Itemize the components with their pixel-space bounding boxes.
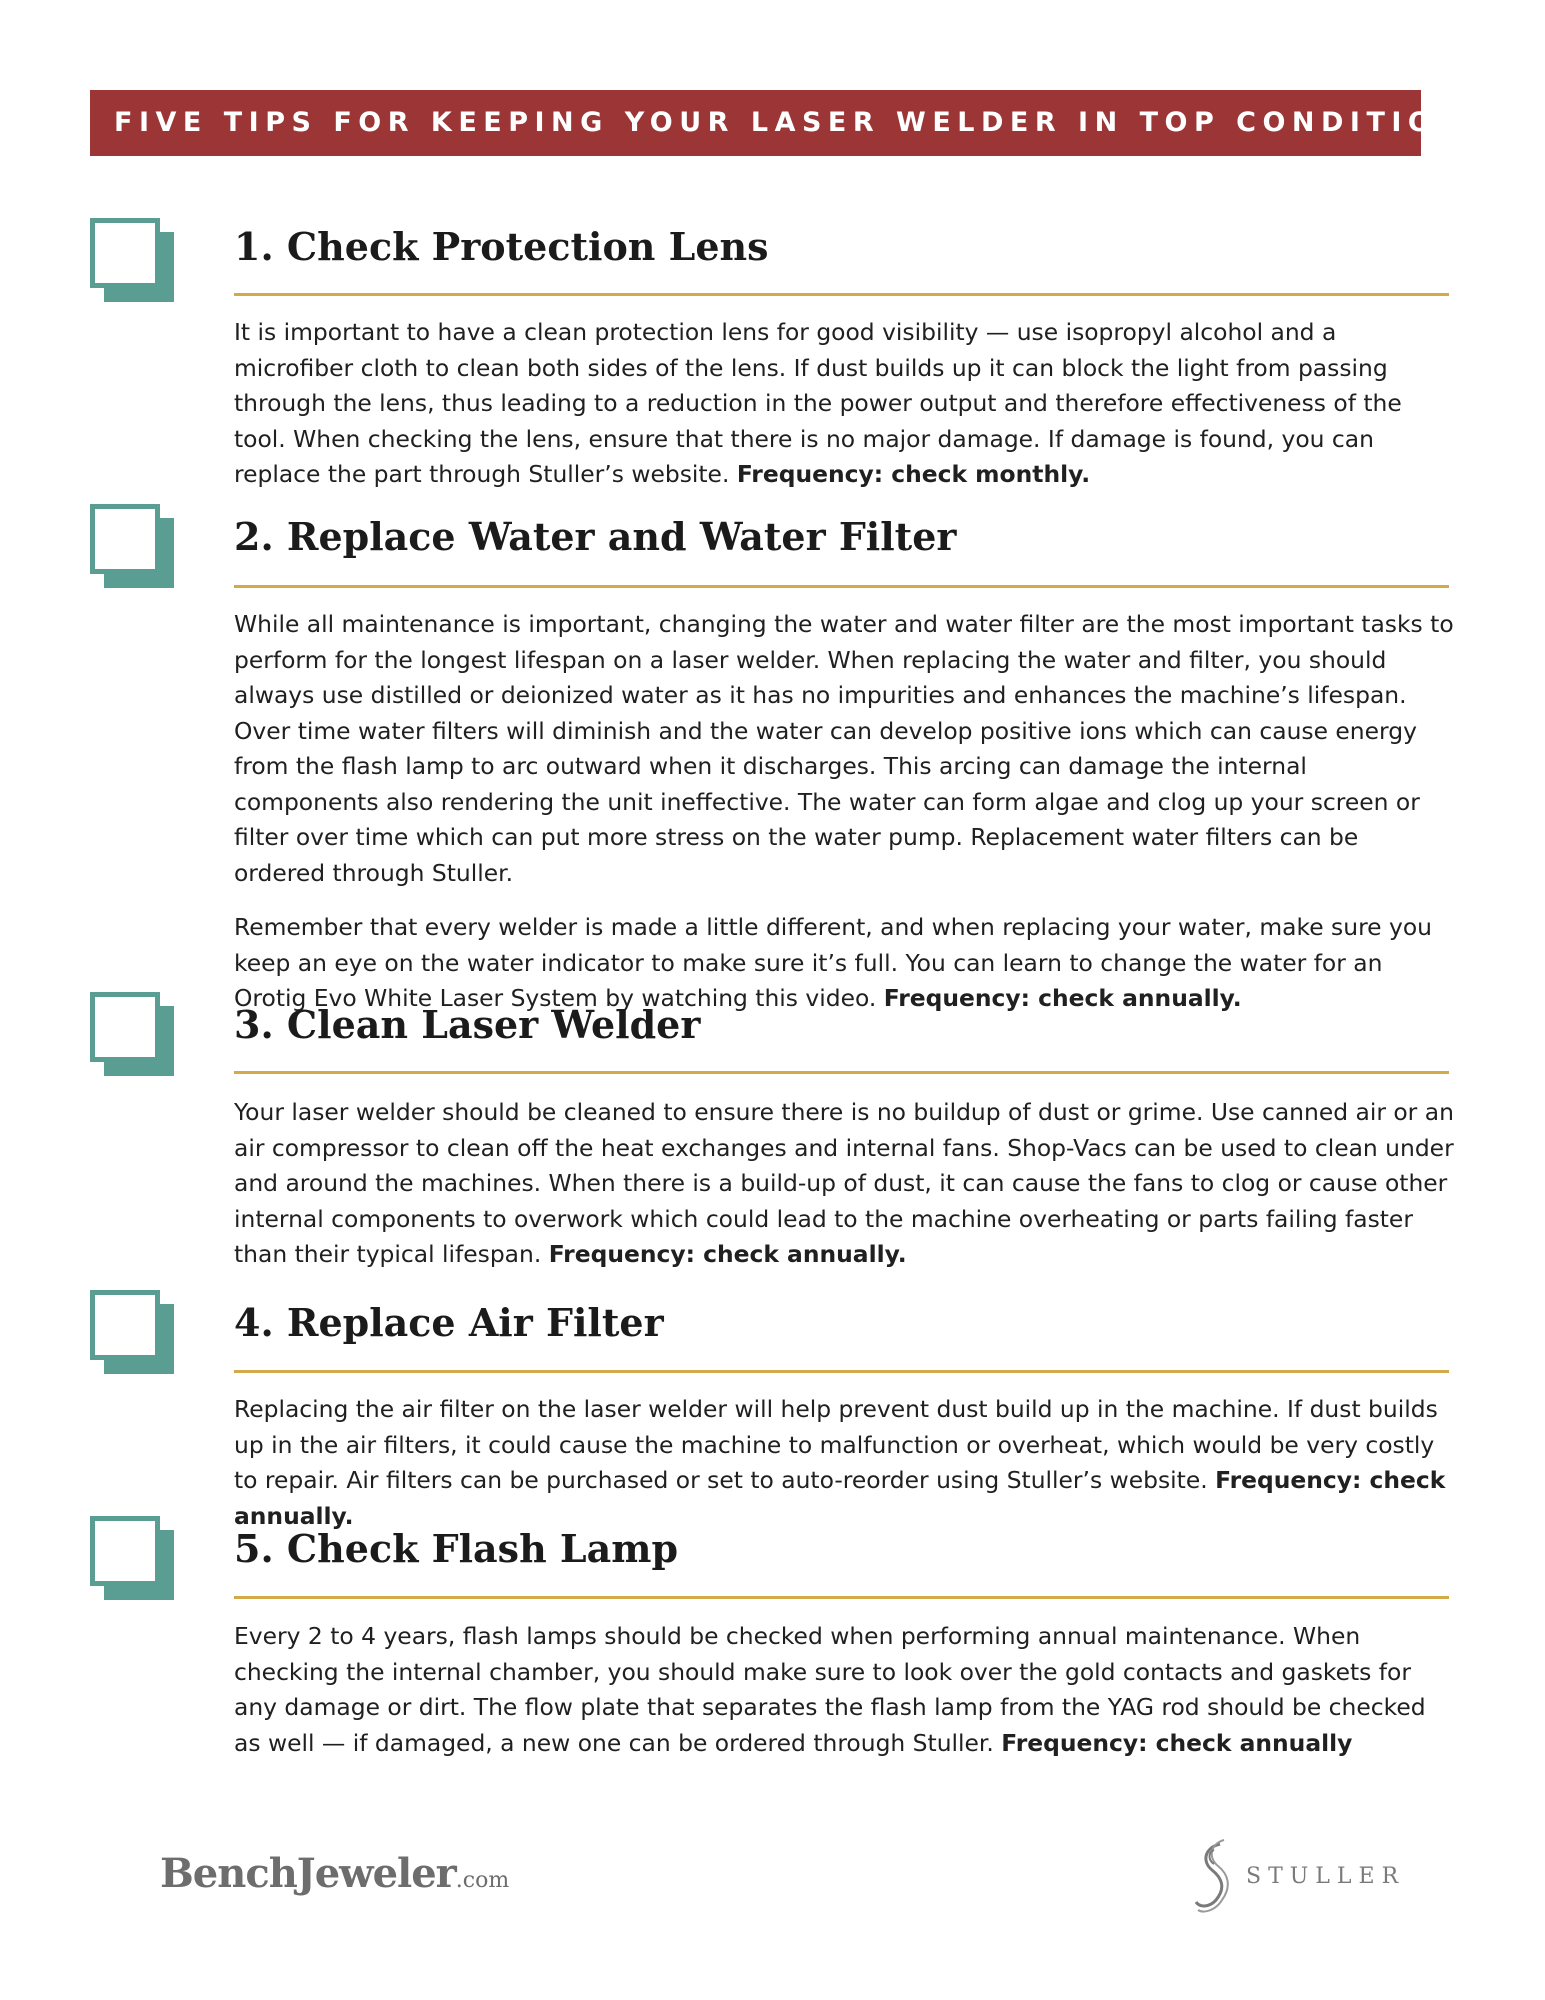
tip-2-body	[234, 607, 1454, 1036]
tip-5-frequency: Frequency: check annually	[1001, 1728, 1353, 1757]
tip-1-paragraph-1: It is important to have a clean protection lens for good visibility — use isopropyl alcohol and a microfiber cloth to clean both sides of the lens. If dust builds up it can block the light from passing through the lens, thus leading to a reduction in the power output and therefore effectiveness of the tool. When checking the lens, ensure that there is no major damage. If damage is found, you can replace the part through Stuller’s website. Frequency: check monthly.	[234, 318, 1402, 488]
benchjeweler-logo-suffix: .com	[455, 1868, 510, 1893]
tip-5-paragraph-1: Every 2 to 4 years, flash lamps should be checked when performing annual maintenance. When checking the internal chamber, you should make sure to look over the gold contacts and gaskets for any damage or dirt. The flow plate that separates the flash lamp from the YAG rod should be checked as well — if damaged, a new one can be ordered through Stuller. Frequency: check annually	[234, 1622, 1426, 1757]
tip-3-frequency: Frequency: check annually.	[548, 1240, 907, 1268]
tip-3-paragraph-1: Your laser welder should be cleaned to ensure there is no buildup of dust or grime. Use canned air or an air compressor to clean off the heat exchanges and internal fans. Shop-Vacs can be used to clean under and around the machines. When there is a build-up of dust, it can cause the fans to clog or cause other internal components to overwork which could lead to the machine overheating or parts failing faster than their typical lifespan. Frequency: check annually.	[234, 1098, 1454, 1268]
benchjeweler-logo-text: BenchJeweler	[160, 1850, 456, 1897]
benchjeweler-logo[interactable]	[160, 1850, 509, 1897]
tip-4-paragraph-1: Replacing the air filter on the laser welder will help prevent dust build up in the machine. If dust builds up in the air filters, it could cause the machine to malfunction or overheat, which would be very costly to repair. Air filters can be purchased or set to auto-reorder using Stuller’s website. Frequency: check annually.	[234, 1395, 1446, 1530]
tip-1-body	[234, 315, 1454, 512]
tip-3-divider	[234, 1071, 1449, 1074]
tip-5-divider	[234, 1596, 1449, 1599]
page-title-banner	[90, 90, 1467, 156]
tip-5-checkbox[interactable]	[90, 1516, 174, 1600]
tip-2-frequency: Frequency: check annually.	[883, 984, 1242, 1012]
tip-5-title: 5. Check Flash Lamp	[234, 1526, 679, 1571]
tip-1-divider	[234, 293, 1449, 296]
tip-3-checkbox[interactable]	[90, 992, 174, 1076]
stuller-logo-text: STULLER	[1246, 1864, 1406, 1889]
tip-4-frequency: Frequency: check annually.	[234, 1466, 1446, 1530]
tip-1-title: 1. Check Protection Lens	[234, 224, 769, 269]
tip-1-checkbox[interactable]	[90, 218, 174, 302]
tip-2-title: 2. Replace Water and Water Filter	[234, 514, 957, 559]
tip-2-divider	[234, 585, 1449, 588]
tip-4-divider	[234, 1370, 1449, 1373]
tip-4-title: 4. Replace Air Filter	[234, 1300, 664, 1345]
tip-3-title: 3. Clean Laser Welder	[234, 1002, 701, 1047]
tip-2-paragraph-1: While all maintenance is important, changing the water and water filter are the most important tasks to perform for the longest lifespan on a laser welder. When replacing the water and filter, you should always use distilled or deionized water as it has no impurities and enhances the machine’s lifespan. Over time water filters will diminish and the water can develop positive ions which can cause energy from the flash lamp to arc outward when it discharges. This arcing can damage the internal components also rendering the unit ineffective. The water can form algae and clog up your screen or filter over time which can put more stress on the water pump. Replacement water filters can be ordered through Stuller.	[234, 610, 1454, 887]
tip-3-body	[234, 1095, 1454, 1292]
tip-2-checkbox[interactable]	[90, 504, 174, 588]
stuller-s-icon	[1190, 1838, 1236, 1918]
page-title: FIVE TIPS FOR KEEPING YOUR LASER WELDER IN TOP CONDITION	[114, 107, 1467, 138]
tip-5-body	[234, 1619, 1454, 1780]
stuller-logo[interactable]	[1190, 1838, 1406, 1918]
tip-4-checkbox[interactable]	[90, 1290, 174, 1374]
tip-2-paragraph-2: Remember that every welder is made a little different, and when replacing your water, make sure you keep an eye on the water indicator to make sure it’s full. You can learn to change the water for an Orotig Evo White Laser System by watching this video. Frequency: check annually.	[234, 913, 1432, 1012]
tip-1-frequency: Frequency: check monthly.	[736, 460, 1091, 488]
